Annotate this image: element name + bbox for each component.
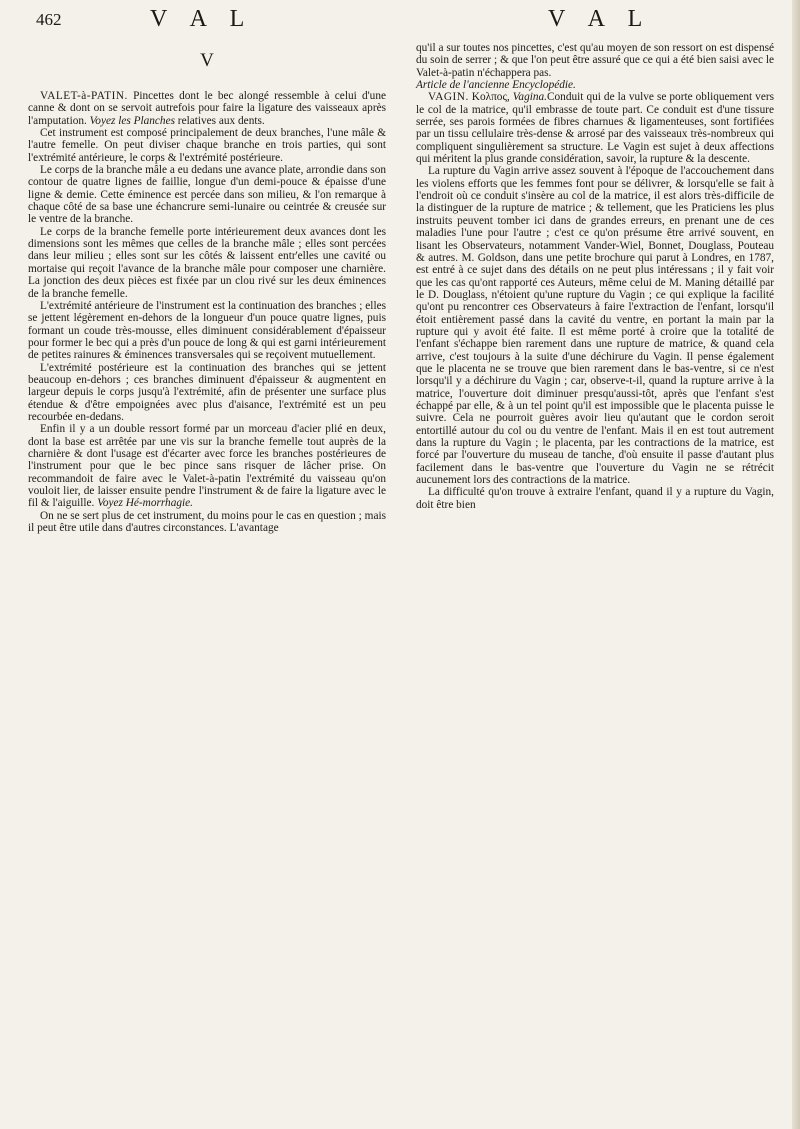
running-head-left: V A L: [150, 6, 254, 32]
page-number: 462: [36, 10, 62, 29]
greek-term: Κολπος,: [468, 91, 513, 104]
entry-valet-a-patin: [28, 90, 386, 127]
paragraph: La rupture du Vagin arrive assez souvent à l'époque de l'accouchement dans les violens efforts que les femmes font pour se délivrer, & lorsqu'elle se fait à l'endroit où ce conduit s'insère au col de la matrice, il est alors très-difficile de la distinguer de la rupture de matrice ; & tellement, que les Praticiens les plus instruits peuvent tomber ici dans de grandes erreurs, en prenant une de ces maladies l'une pour l'autre ; c'est ce qu'on présume être arrivé souvent, en lisant les Observateurs, notamment Vander-Wiel, Bonnet, Douglass, Pouteau & autres. M. Goldson, dans une petite brochure qui parut à Londres, en 1787, est entré à ce sujet dans des détails on ne peut plus intéressans ; il y fait voir que les cas qu'ont rapporté ces Auteurs, même celui de M. Maning détaillé par le D. Douglass, n'étoient qu'une rupture du Vagin ; ce qui explique la facilité qu'ont pu rencontrer ces Observateurs à faire l'extraction de l'enfant, lorsqu'il étoit entièrement passé dans la cavité du ventre, en portant la main par la rupture qui y avoit été faite. Il est même porté à croire que la totalité de l'enfant s'échappe bien rarement dans une rupture de matrice, & quand cela arrive, c'est toujours à la suite d'une déchirure du Vagin. Il pense également que le placenta ne se trouve que bien rarement dans le bas-ventre, si ce n'est lorsqu'il y a déchirure du Vagin ; car, observe-t-il, quand la rupture arrive à la matrice, l'ouverture doit diminuer presqu'aussi-tôt, après que l'enfant s'est échappé par elle, & à un tel point qu'il est impossible que le placenta puisse le suivre. Cela ne pourroit guères avoir lieu qu'autant que le cordon seroit entortillé autour du col ou du ventre de l'enfant. Mais il en est tout autrement dans la rupture du Vagin ; le placenta, par les contractions de la matrice, est forcé par l'ouverture du museau de tanche, d'où ensuite il passe d'autant plus facilement dans le bas-ventre que l'ouverture du Vagin ne se rétrécit aucunement lors des contractions de la matrice.: [416, 165, 774, 487]
paragraph: qu'il a sur toutes nos pincettes, c'est qu'au moyen de son ressort on est dispensé du soin de serrer ; & que l'on peut être assuré que ce qui a été bien saisi avec le Valet-à-patin n'échappera pas.: [416, 42, 774, 79]
paragraph: Cet instrument est composé principalement de deux branches, l'une mâle & l'autre femelle. On peut diviser chaque branche en trois parties, qui sont l'extrémité antérieure, le corps & l'extrémité postérieure.: [28, 127, 386, 164]
paragraph: Le corps de la branche femelle porte intérieurement deux avances dont les dimensions sont les mêmes que celles de la branche mâle ; elles sont percées dans leur milieu ; elles sont sur les côtés & laissent entr'elles une cavité ou mortaise qui reçoit l'avance de la branche mâle pour composer une charnière. La jonction des deux pièces est fixée par un clou rivé sur les deux éminences de la branche femelle.: [28, 225, 386, 300]
paragraph: L'extrémité antérieure de l'instrument est la continuation des branches ; elles se jettent légèrement en-dehors de la longueur d'un pouce quatre lignes, puis formant un coude très-mousse, elles diminuent considérablement d'épaisseur pour former le bec qui a près d'un pouce de long & qui est garni intérieurement de petites rainures & éminences transversales qui se reçoivent mutuellement.: [28, 299, 386, 362]
paragraph-text: relatives aux dents.: [174, 114, 265, 127]
paragraph: La difficulté qu'on trouve à extraire l'enfant, quand il y a rupture du Vagin, doit être bien: [416, 486, 774, 511]
running-head-right: V A L: [548, 6, 652, 32]
column-gutter: [400, 48, 401, 1108]
cross-reference: Voyez Hé-morrhagie.: [97, 497, 193, 510]
paragraph-text: Pincettes dont le bec alongé ressemble à celui d'une canne & dont on se servoit autrefois pour faire la ligature des vaisseaux après l'amputation.: [28, 90, 386, 127]
paragraph: L'extrémité postérieure est la continuation des branches qui se jettent beaucoup en-dehors ; ces branches diminuent d'épaisseur & augmentent en largeur depuis le corps jusqu'à l'extrémité, afin de présenter une surface plus étendue & d'être empoignées avec plus d'aisance, l'extrémité est un peu recourbée en-dedans.: [28, 361, 386, 423]
headword: VALET-à-PATIN.: [40, 90, 128, 102]
paragraph: Le corps de la branche mâle a eu dedans une avance plate, arrondie dans son contour de quatre lignes de faillie, longue d'un demi-pouce & épaisse d'une ligne & demie. Cette éminence est percée dans son milieu, & l'on remarque à chaque côté de sa base une échancrure semi-lunaire ou ceintrée & creusée sur le ventre de la branche.: [28, 164, 386, 226]
page-edge: [792, 0, 800, 1129]
page-header: [36, 6, 772, 42]
section-letter: V: [200, 50, 214, 71]
paragraph: On ne se sert plus de cet instrument, du moins pour le cas en question ; mais il peut être utile dans d'autres circonstances. L'avantage: [28, 509, 386, 535]
entry-vagin: [416, 91, 774, 165]
right-column: [416, 42, 774, 511]
paragraph-text: Enfin il y a un double ressort formé par un morceau d'acier plié en deux, dont la base est arrêtée par une vis sur la branche femelle tout auprès de la charnière & dont l'usage est d'écarter avec force les branches postérieures de l'instrument pour que le bec pince sans risquer de lâcher prise. On recommandoit de faire avec le Valet-à-patin l'extrémité du vaisseau qu'on vouloit lier, de laisser ensuite pendre l'instrument & de faire la ligature avec le fil & l'aiguille.: [28, 423, 386, 510]
latin-term: Vagina.: [512, 91, 547, 104]
paragraph-text: Conduit qui de la vulve se porte obliquement vers le col de la matrice, qu'il embrasse de toute part. Ce conduit est d'une tissure serrée, ses parois formées de fibres charnues & ligamenteuses, sont fortifiées par un tissu cellulaire très-dense & arrosé par des vaisseaux très-nombreux qui compliquent singulièrement sa structure. Le Vagin est sujet à deux affections qui méritent la plus grande considération, savoir, la rupture & la descente.: [416, 91, 774, 166]
paragraph: [28, 423, 386, 509]
headword: VAGIN.: [428, 91, 469, 104]
left-column: [28, 50, 386, 534]
article-attribution: Article de l'ancienne Encyclopédie.: [416, 79, 576, 92]
cross-reference: Voyez les Planches: [89, 114, 175, 127]
